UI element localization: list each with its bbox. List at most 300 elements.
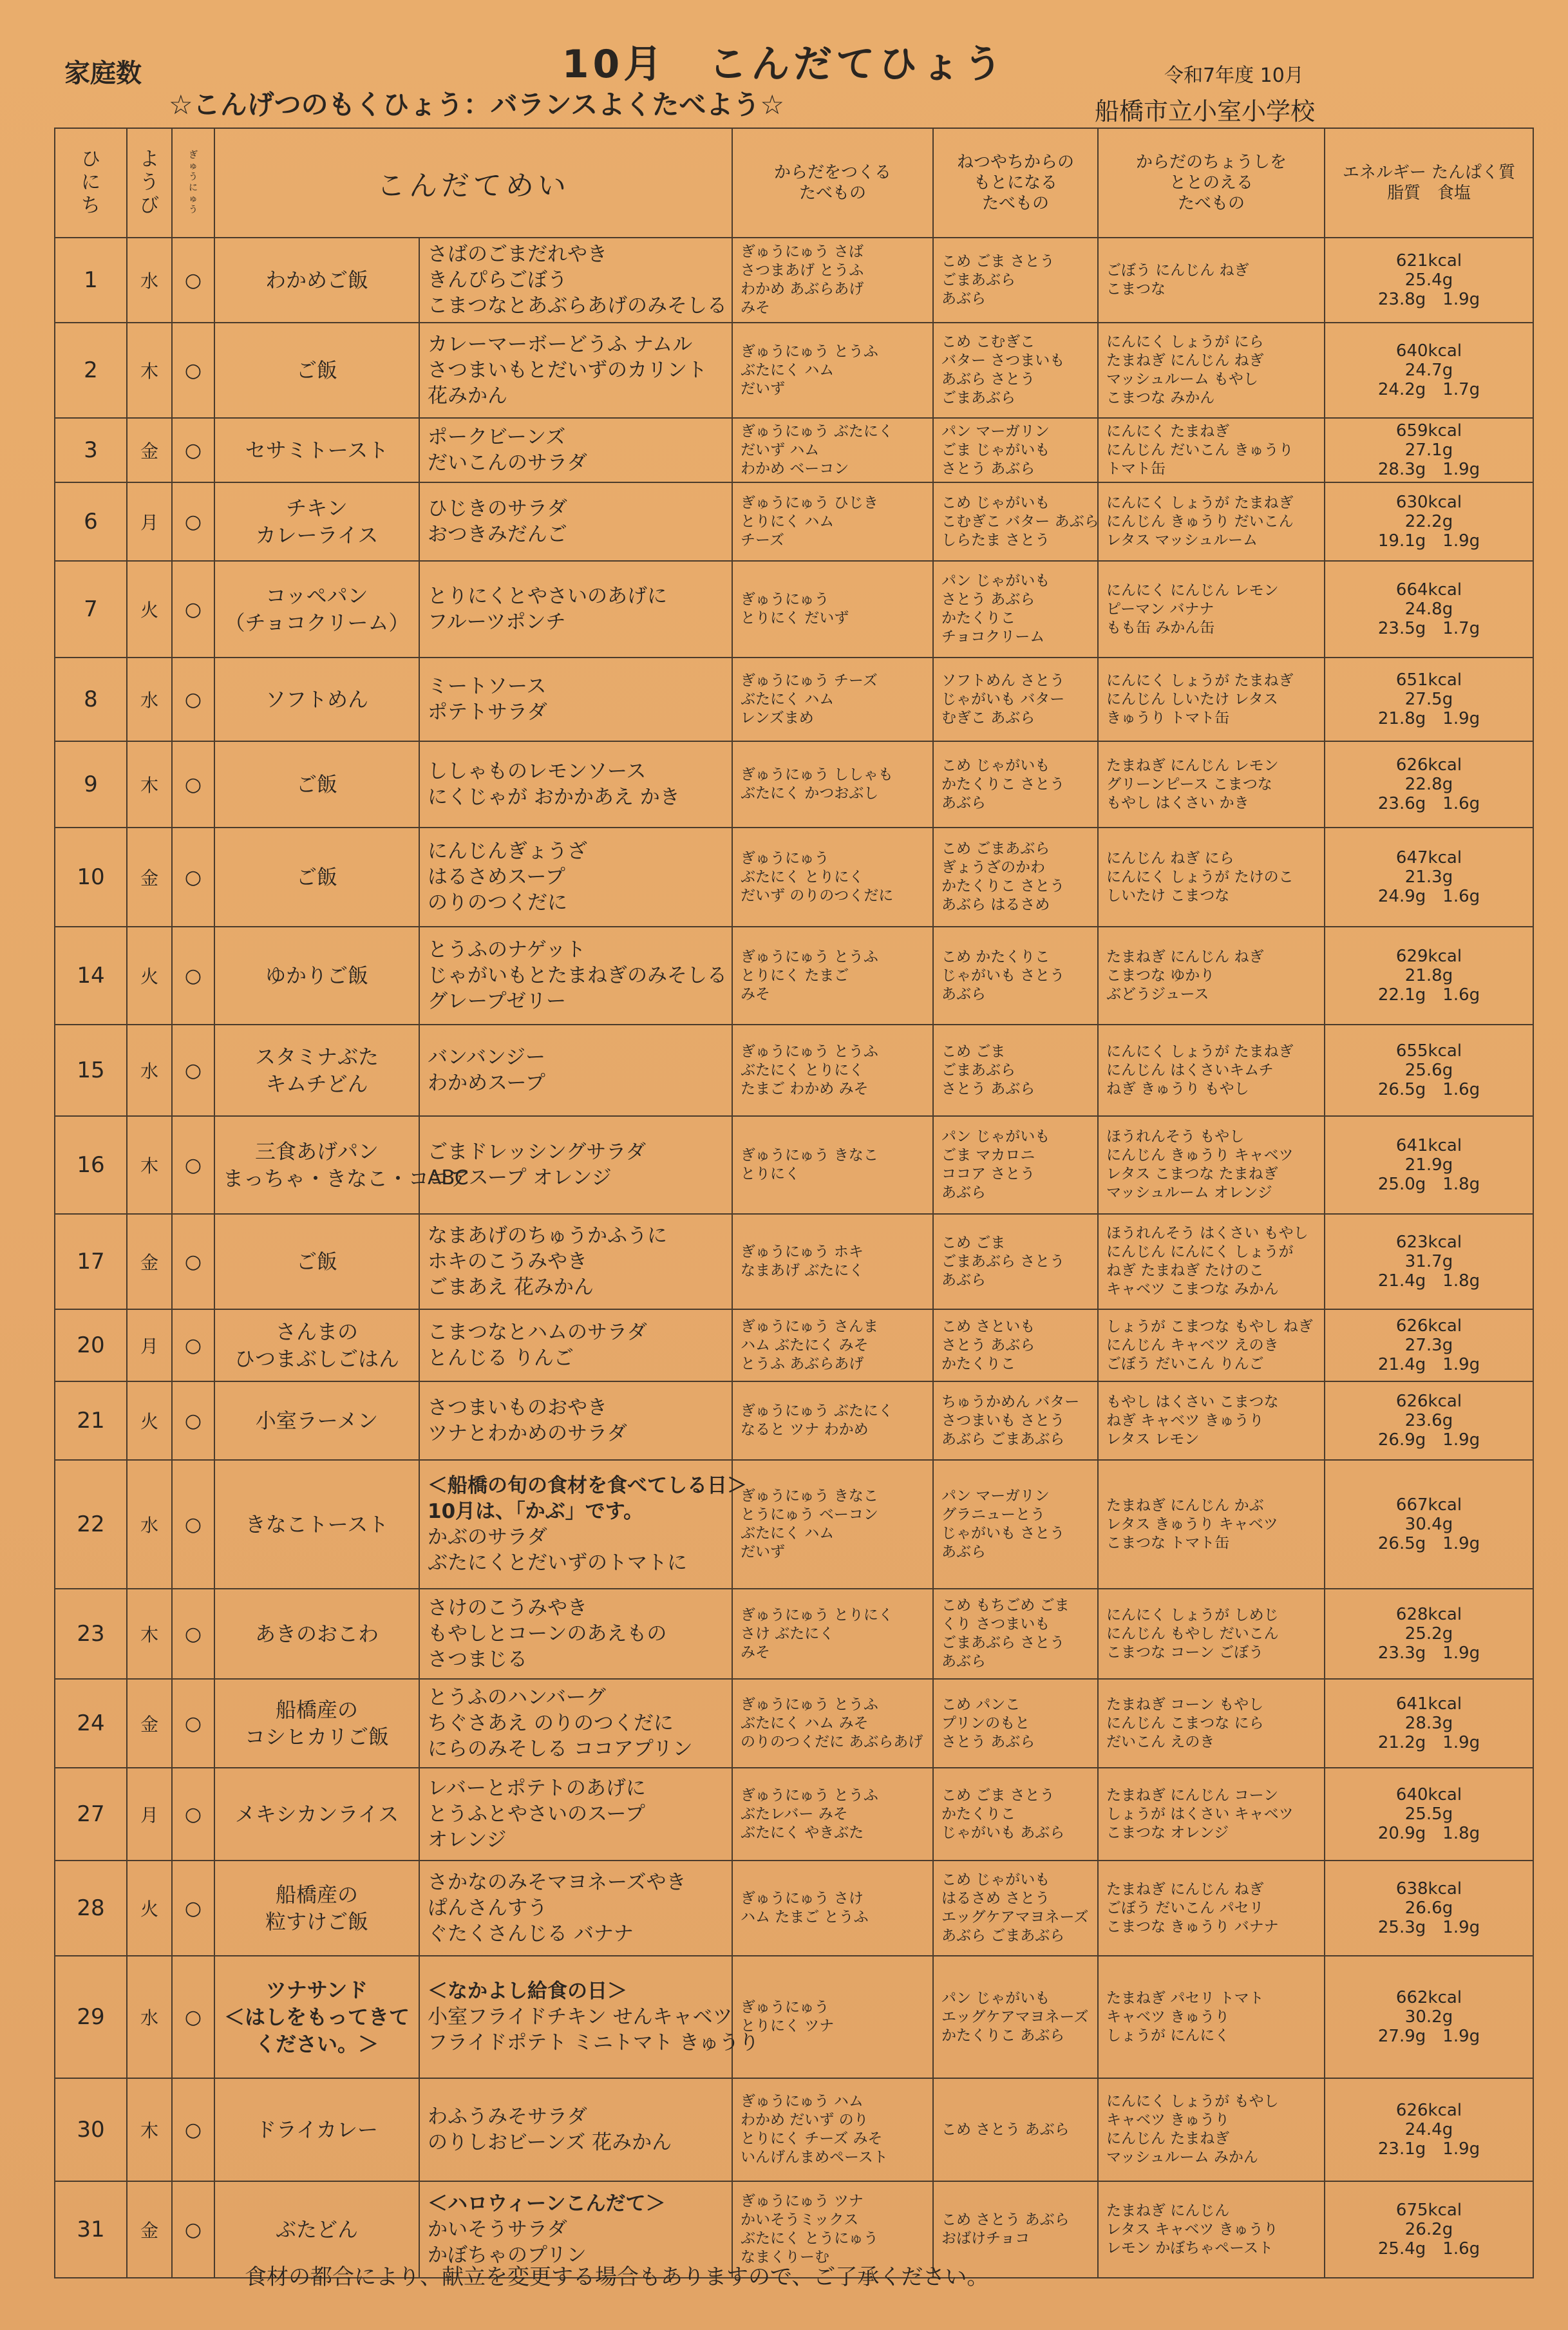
day-cell <box>55 1460 127 1589</box>
energy-foods-cell-line: じゃがいも バター <box>941 690 1065 708</box>
milk-cell-line: ○ <box>184 1250 202 1273</box>
milk-cell <box>172 418 214 482</box>
condition-foods-cell-line: こまつな トマト缶 <box>1106 1534 1230 1551</box>
weekday-cell-line: 水 <box>140 690 158 711</box>
table-row <box>55 1956 1533 2078</box>
main-dish-cell <box>214 1679 419 1768</box>
salt-value: 1.9g <box>1442 460 1480 479</box>
nutrition-cell <box>1325 1768 1533 1861</box>
day-cell-line: 16 <box>77 1152 105 1178</box>
condition-foods-cell-line: ごぼう だいこん パセリ <box>1106 1899 1264 1917</box>
side-dish-line: 花みかん <box>428 384 507 408</box>
header-nutrition-bottom: 脂質 食塩 <box>1386 184 1471 203</box>
side-dish-line: ごまあえ 花みかん <box>428 1276 594 1299</box>
body-foods-cell-line: ぶたにく ハム みそ <box>741 1714 869 1732</box>
nutrition-cell <box>1325 1956 1533 2078</box>
fat-value: 25.0g <box>1377 1175 1426 1194</box>
milk-cell-line: ○ <box>184 1513 202 1536</box>
energy-foods-cell-line: ちゅうかめん バター <box>941 1393 1080 1410</box>
day-cell-line: 21 <box>77 1408 105 1434</box>
side-dish-line: さつまいもとだいずのカリント <box>428 359 707 382</box>
milk-cell-line: ○ <box>184 2118 202 2141</box>
main-dish-cell-line: ご飯 <box>296 865 337 889</box>
energy-foods-cell <box>933 1381 1098 1460</box>
milk-cell-line: ○ <box>184 1622 202 1645</box>
main-dish-cell-line: スタミナぶた <box>254 1045 379 1069</box>
condition-foods-cell-line: にんじん しいたけ レタス <box>1106 690 1278 708</box>
milk-cell-line: ○ <box>184 1334 202 1357</box>
energy-foods-cell-line: こめ じゃがいも <box>941 494 1050 511</box>
nutrition-cell <box>1325 927 1533 1025</box>
nutrition-cell <box>1325 1025 1533 1116</box>
milk-cell-line: ○ <box>184 1409 202 1432</box>
side-dish-line: のりのつくだに <box>428 891 567 914</box>
protein-value: 23.6g <box>1404 1411 1453 1430</box>
header-nutrition-top: エネルギー たんぱく質 <box>1342 163 1516 182</box>
milk-cell-line: ○ <box>184 439 202 462</box>
fat-salt-gap <box>1426 1080 1442 1099</box>
body-foods-cell-line: さつまあげ とうふ <box>741 262 864 279</box>
fat-salt-values <box>1333 1175 1525 1194</box>
main-dish-cell-line: ぶたどん <box>275 2217 358 2242</box>
fat-value: 23.8g <box>1377 290 1426 309</box>
protein-value: 21.9g <box>1404 1155 1453 1175</box>
table-row <box>55 1116 1533 1214</box>
weekday-cell <box>127 741 172 828</box>
condition-foods-cell-line: キャベツ こまつな みかん <box>1106 1281 1279 1298</box>
energy-foods-cell <box>933 927 1098 1025</box>
main-dish-cell-line: まっちゃ・きなこ・ココア <box>223 1166 471 1191</box>
body-foods-cell-line: ぎゅうにゅう ホキ <box>741 1244 864 1260</box>
energy-foods-cell-line: ごまあぶら <box>941 271 1015 289</box>
energy-foods-cell-line: エッグケアマヨネーズ <box>941 2008 1089 2025</box>
energy-foods-cell-line: あぶら はるさめ <box>941 896 1050 913</box>
weekday-cell <box>127 1956 172 2078</box>
body-foods-cell-line: みそ <box>741 985 770 1003</box>
h-cond-text: からだのちょうしを ととのえる たべもの <box>1135 153 1287 213</box>
header-menu-name: こんだてめい <box>214 128 732 238</box>
body-foods-cell-line: ハム たまご とうふ <box>741 1909 869 1926</box>
condition-foods-cell-line: ピーマン バナナ <box>1106 600 1214 618</box>
weekday-cell <box>127 561 172 658</box>
salt-value: 1.6g <box>1442 794 1480 813</box>
day-cell-line: 14 <box>77 963 105 989</box>
condition-foods-cell <box>1098 482 1325 561</box>
body-foods-cell <box>732 1214 933 1309</box>
condition-foods-cell-line: ほうれんそう はくさい もやし <box>1106 1225 1308 1242</box>
energy-foods-cell-line: バター さつまいも <box>941 352 1065 369</box>
protein-value: 30.4g <box>1404 1515 1453 1534</box>
energy-foods-cell <box>933 482 1098 561</box>
body-foods-cell-line: ぎゅうにゅう とうふ <box>741 1696 878 1713</box>
condition-foods-cell-line: こまつな <box>1106 281 1166 298</box>
fat-salt-values <box>1333 1733 1525 1752</box>
nutrition-cell <box>1325 1116 1533 1214</box>
body-foods-cell <box>732 561 933 658</box>
nutrition-cell <box>1325 658 1533 741</box>
main-dish-cell-line: 三食あげパン <box>254 1139 379 1164</box>
main-dish-cell <box>214 1768 419 1861</box>
fat-salt-values <box>1333 1080 1525 1099</box>
condition-foods-cell-line: たまねぎ にんじん ねぎ <box>1106 1880 1264 1898</box>
energy-foods-cell-line: あぶら <box>941 290 986 307</box>
main-dish-cell-line: ご飯 <box>296 1249 337 1274</box>
energy-foods-cell-line: こめ じゃがいも <box>941 757 1050 774</box>
milk-cell <box>172 238 214 323</box>
body-foods-cell-line: ぎゅうにゅう とうふ <box>741 1786 878 1804</box>
weekday-cell <box>127 1589 172 1679</box>
side-dishes-cell <box>419 1381 732 1460</box>
condition-foods-cell-line: こまつな みかん <box>1106 390 1215 406</box>
body-foods-cell-line: ぎゅうにゅう とりにく <box>741 1606 893 1624</box>
body-foods-cell-line: ぎゅうにゅう ぶたにく <box>741 1403 893 1419</box>
footer-note: 食材の都合により、献立を変更する場合もありますので、ご了承ください。 <box>245 2264 989 2290</box>
condition-foods-cell-line: レタス キャベツ きゅうり <box>1106 2221 1278 2238</box>
side-dish-line: ミートソース <box>428 675 547 698</box>
fat-salt-values <box>1333 1355 1525 1374</box>
condition-foods-cell-line: マッシュルーム もやし <box>1106 371 1258 388</box>
body-foods-cell-line: わかめ あぶらあげ <box>741 281 864 298</box>
milk-cell-line: ○ <box>184 510 202 533</box>
fat-salt-values <box>1333 1643 1525 1663</box>
day-cell-line: 24 <box>77 1710 105 1736</box>
body-foods-cell-line: ぎゅうにゅう ツナ <box>741 2193 864 2210</box>
table-row <box>55 1309 1533 1381</box>
salt-value: 1.9g <box>1442 531 1480 551</box>
weekday-cell <box>127 418 172 482</box>
table-row <box>55 1381 1533 1460</box>
fat-salt-gap <box>1426 985 1442 1005</box>
body-foods-cell <box>732 1460 933 1589</box>
weekday-cell-line: 金 <box>140 1714 158 1735</box>
weekday-cell <box>127 1116 172 1214</box>
main-dish-cell-line: 船橋産の <box>275 1882 358 1907</box>
weekday-cell <box>127 482 172 561</box>
fat-salt-values <box>1333 1824 1525 1843</box>
body-foods-cell-line: とうふ あぶらあげ <box>741 1355 864 1372</box>
side-dish-line: ししゃものレモンソース <box>428 760 647 783</box>
main-dish-cell <box>214 323 419 418</box>
fat-salt-values <box>1333 460 1525 479</box>
body-foods-cell-line: ぶたにく やきぶた <box>741 1824 864 1841</box>
day-cell-line: 3 <box>84 437 98 463</box>
fat-value: 25.4g <box>1377 2239 1426 2259</box>
fat-salt-values <box>1333 1918 1525 1937</box>
energy-foods-cell-line: プリンのもと <box>941 1714 1030 1732</box>
energy-foods-cell-line: かたくりこ さとう <box>941 775 1065 793</box>
energy-foods-cell <box>933 1025 1098 1116</box>
side-dishes-cell <box>419 927 732 1025</box>
condition-foods-cell-line: にんにく しょうが たまねぎ <box>1106 672 1294 689</box>
side-dish-line: かいそうサラダ <box>428 2218 567 2241</box>
condition-foods-cell-line: にんにく しょうが にら <box>1106 334 1264 350</box>
nutrition-cell <box>1325 1381 1533 1460</box>
energy-value: 662kcal <box>1395 1988 1462 2007</box>
day-cell <box>55 238 127 323</box>
main-dish-cell-line: ご飯 <box>296 772 337 797</box>
condition-foods-cell <box>1098 1116 1325 1214</box>
fat-salt-gap <box>1426 1175 1442 1194</box>
side-dishes-cell <box>419 658 732 741</box>
energy-foods-cell <box>933 1768 1098 1861</box>
side-dish-line: じゃがいもとたまねぎのみそしる <box>428 964 727 987</box>
side-dish-line: にらのみそしる ココアプリン <box>428 1738 693 1761</box>
weekday-cell <box>127 1460 172 1589</box>
side-dish-line: ごまドレッシングサラダ <box>428 1141 646 1164</box>
condition-foods-cell-line: こまつな きゅうり バナナ <box>1106 1918 1279 1935</box>
day-cell-line: 28 <box>77 1895 105 1921</box>
energy-foods-cell-line: あぶら <box>941 985 986 1003</box>
energy-value: 626kcal <box>1395 1392 1462 1411</box>
side-dishes-cell <box>419 1116 732 1214</box>
fat-salt-gap <box>1426 380 1442 399</box>
protein-value: 21.8g <box>1404 966 1453 985</box>
energy-foods-cell <box>933 2078 1098 2181</box>
energy-foods-cell <box>933 1116 1098 1214</box>
energy-value: 621kcal <box>1395 251 1462 270</box>
condition-foods-cell <box>1098 1679 1325 1768</box>
fat-salt-values <box>1333 1271 1525 1291</box>
milk-cell <box>172 1768 214 1861</box>
energy-foods-cell-line: こむぎこ バター あぶら <box>941 513 1099 530</box>
energy-foods-cell-line: じゃがいも あぶら <box>941 1824 1065 1841</box>
menu-table <box>54 128 1534 2278</box>
milk-cell <box>172 2181 214 2278</box>
milk-cell <box>172 1381 214 1460</box>
body-foods-cell-line: いんげんまめペースト <box>741 2149 888 2166</box>
side-dish-line: のりしおビーンズ 花みかん <box>428 2131 672 2154</box>
body-foods-cell-line: だいず のりのつくだに <box>741 887 894 904</box>
body-foods-cell-line: ぶたにく とりにく <box>741 1061 864 1079</box>
salt-value: 1.9g <box>1442 1733 1480 1752</box>
fat-value: 21.4g <box>1377 1355 1426 1374</box>
side-dish-line: きんぴらごぼう <box>428 269 567 292</box>
energy-foods-cell-line: チョコクリーム <box>941 629 1045 645</box>
weekday-cell-line: 水 <box>140 270 158 292</box>
table-row <box>55 561 1533 658</box>
main-dish-cell-line: ＜はしをもってきて <box>223 2005 410 2029</box>
body-foods-cell-line: ハム ぶたにく みそ <box>741 1336 869 1354</box>
side-dishes-cell <box>419 482 732 561</box>
energy-foods-cell-line: パン じゃがいも <box>941 1989 1050 2007</box>
fat-salt-gap <box>1426 1824 1442 1843</box>
condition-foods-cell-line: しょうが はくさい キャベツ <box>1106 1805 1294 1823</box>
energy-foods-cell-line: パン マーガリン <box>941 1488 1050 1504</box>
main-dish-cell-line: ご飯 <box>296 358 337 383</box>
h-wd-text: よ う び <box>140 148 159 217</box>
side-dish-line: さかなのみそマヨネーズやき <box>428 1871 686 1894</box>
fat-value: 26.9g <box>1377 1430 1426 1450</box>
day-cell-line: 6 <box>84 509 98 535</box>
weekday-cell-line: 木 <box>140 361 158 382</box>
side-dish-line: ひじきのサラダ <box>428 497 567 520</box>
fat-salt-gap <box>1426 619 1442 638</box>
fat-salt-gap <box>1426 2239 1442 2259</box>
body-foods-cell-line: のりのつくだに あぶらあげ <box>741 1733 923 1750</box>
side-dish-line: はるさめスープ <box>428 866 565 889</box>
fat-value: 23.1g <box>1377 2139 1426 2159</box>
weekday-cell-line: 木 <box>140 2120 158 2141</box>
side-dish-line: フルーツポンチ <box>428 611 566 634</box>
main-dish-cell <box>214 1460 419 1589</box>
salt-value: 1.9g <box>1442 1918 1480 1937</box>
side-dish-line: カレーマーボーどうふ ナムル <box>428 333 693 356</box>
body-foods-cell <box>732 482 933 561</box>
energy-foods-cell-line: あぶら <box>941 1544 986 1560</box>
main-dish-cell-line: きなこトースト <box>245 1512 389 1537</box>
main-dish-cell-line: （チョコクリーム） <box>224 611 410 635</box>
main-dish-cell-line: 小室ラーメン <box>255 1408 379 1433</box>
body-foods-cell-line: ぎゅうにゅう ぶたにく <box>741 422 893 440</box>
side-dishes-cell <box>419 561 732 658</box>
side-dish-line: とんじる りんご <box>428 1347 574 1370</box>
side-dishes-cell <box>419 828 732 927</box>
weekday-cell-line: 水 <box>140 1061 158 1082</box>
day-cell <box>55 1116 127 1214</box>
nutrition-cell <box>1325 828 1533 927</box>
side-dish-line: とうふのナゲット <box>428 938 586 961</box>
day-cell <box>55 1309 127 1381</box>
condition-foods-cell <box>1098 1768 1325 1861</box>
fat-salt-gap <box>1426 709 1442 728</box>
body-foods-cell-line: ぶたにく ハム <box>741 690 835 708</box>
energy-foods-cell-line: こめ ごま <box>941 1234 1006 1251</box>
body-foods-cell <box>732 2078 933 2181</box>
condition-foods-cell <box>1098 927 1325 1025</box>
energy-foods-cell <box>933 1861 1098 1956</box>
protein-value: 30.2g <box>1404 2007 1453 2027</box>
weekday-cell <box>127 323 172 418</box>
energy-foods-cell-line: かたくりこ <box>941 1805 1015 1823</box>
milk-cell-line: ○ <box>184 1897 202 1920</box>
condition-foods-cell <box>1098 658 1325 741</box>
condition-foods-cell-line: トマト缶 <box>1106 460 1166 477</box>
energy-value: 630kcal <box>1395 493 1462 512</box>
condition-foods-cell <box>1098 323 1325 418</box>
body-foods-cell-line: わかめ ベーコン <box>741 460 849 477</box>
side-dish-line: ポークビーンズ <box>428 426 566 449</box>
energy-foods-cell <box>933 1679 1098 1768</box>
side-dish-line: にんじんぎょうざ <box>428 840 587 863</box>
energy-value: 667kcal <box>1395 1495 1462 1515</box>
weekday-cell <box>127 1768 172 1861</box>
main-dish-cell <box>214 482 419 561</box>
protein-value: 24.7g <box>1404 361 1453 380</box>
fat-value: 21.8g <box>1377 709 1426 728</box>
weekday-cell-line: 木 <box>140 1624 158 1645</box>
milk-cell <box>172 323 214 418</box>
main-dish-cell <box>214 1214 419 1309</box>
milk-cell-line: ○ <box>184 964 202 987</box>
side-dish-line: フライドポテト ミニトマト きゅうり <box>428 2031 759 2054</box>
nutrition-cell <box>1325 238 1533 323</box>
side-dish-line: かぶのサラダ <box>428 1526 547 1549</box>
milk-cell-line: ○ <box>184 1803 202 1826</box>
condition-foods-cell <box>1098 1381 1325 1460</box>
body-foods-cell-line: レンズまめ <box>741 709 814 726</box>
fat-value: 19.1g <box>1377 531 1426 551</box>
energy-foods-cell-line: あぶら <box>941 1184 986 1201</box>
side-dishes-cell <box>419 418 732 482</box>
weekday-cell <box>127 1861 172 1956</box>
energy-foods-cell <box>933 828 1098 927</box>
header-body-foods <box>732 128 933 238</box>
condition-foods-cell <box>1098 1861 1325 1956</box>
salt-value: 1.8g <box>1442 1271 1480 1291</box>
main-dish-cell-line: あきのおこわ <box>254 1622 379 1646</box>
energy-foods-cell <box>933 741 1098 828</box>
fat-value: 28.3g <box>1377 460 1426 479</box>
day-cell <box>55 418 127 482</box>
day-cell <box>55 741 127 828</box>
body-foods-cell-line: ぎゅうにゅう きなこ <box>741 1147 878 1164</box>
day-cell <box>55 927 127 1025</box>
body-foods-cell-line: なまくりーむ <box>741 2249 829 2266</box>
condition-foods-cell-line: レモン かぼちゃペースト <box>1106 2239 1274 2257</box>
salt-value: 1.9g <box>1442 709 1480 728</box>
table-row <box>55 238 1533 323</box>
body-foods-cell-line: たまご わかめ みそ <box>741 1080 869 1097</box>
main-dish-cell-line: 船橋産の <box>275 1698 358 1722</box>
body-foods-cell <box>732 238 933 323</box>
condition-foods-cell <box>1098 1460 1325 1589</box>
table-row <box>55 741 1533 828</box>
table-row <box>55 1214 1533 1309</box>
body-foods-cell-line: とうにゅう ベーコン <box>741 1506 878 1523</box>
fat-salt-values <box>1333 290 1525 309</box>
condition-foods-cell <box>1098 1589 1325 1679</box>
nutrition-cell <box>1325 418 1533 482</box>
side-dishes-cell <box>419 1861 732 1956</box>
weekday-cell-line: 水 <box>140 2007 158 2029</box>
side-dish-line: レバーとポテトのあげに <box>428 1777 646 1800</box>
day-cell <box>55 2181 127 2278</box>
condition-foods-cell-line: にんにく しょうが もやし <box>1106 2093 1279 2110</box>
main-dish-cell-line: ツナサンド <box>265 1978 368 2002</box>
fat-value: 25.3g <box>1377 1918 1426 1937</box>
table-row <box>55 1589 1533 1679</box>
milk-cell <box>172 482 214 561</box>
energy-value: 629kcal <box>1395 947 1462 966</box>
side-dishes-cell <box>419 1025 732 1116</box>
nutrition-cell <box>1325 2181 1533 2278</box>
fat-value: 23.5g <box>1377 619 1426 638</box>
condition-foods-cell-line: ごぼう だいこん りんご <box>1106 1355 1264 1372</box>
side-dish-line: わふうみそサラダ <box>428 2105 587 2128</box>
main-dish-cell-line: ソフトめん <box>265 687 368 712</box>
main-dish-cell <box>214 927 419 1025</box>
condition-foods-cell-line: マッシュルーム みかん <box>1106 2149 1258 2166</box>
body-foods-cell-line: ぎゅうにゅう <box>741 591 829 608</box>
side-dishes-cell <box>419 1309 732 1381</box>
body-foods-cell-line: かいそうミックス <box>741 2212 859 2228</box>
condition-foods-cell <box>1098 2181 1325 2278</box>
body-foods-cell-line: ぶたにく ハム <box>741 361 835 379</box>
condition-foods-cell-line: しいたけ こまつな <box>1106 887 1230 904</box>
fat-value: 21.4g <box>1377 1271 1426 1291</box>
main-dish-cell-line: 粒すけご飯 <box>265 1909 368 1934</box>
body-foods-cell-line: ぎゅうにゅう チーズ <box>741 672 878 689</box>
special-day-label: 10月は、「かぶ」です。 <box>428 1500 644 1523</box>
body-foods-cell <box>732 418 933 482</box>
fat-salt-gap <box>1426 887 1442 906</box>
special-day-label: ＜ハロウィーンこんだて＞ <box>428 2192 666 2215</box>
fat-value: 21.2g <box>1377 1733 1426 1752</box>
side-dish-line: なまあげのちゅうかふうに <box>428 1224 667 1247</box>
energy-foods-cell-line: こめ ごま さとう <box>941 1786 1055 1804</box>
condition-foods-cell-line: ほうれんそう もやし <box>1106 1128 1245 1145</box>
milk-cell <box>172 2078 214 2181</box>
